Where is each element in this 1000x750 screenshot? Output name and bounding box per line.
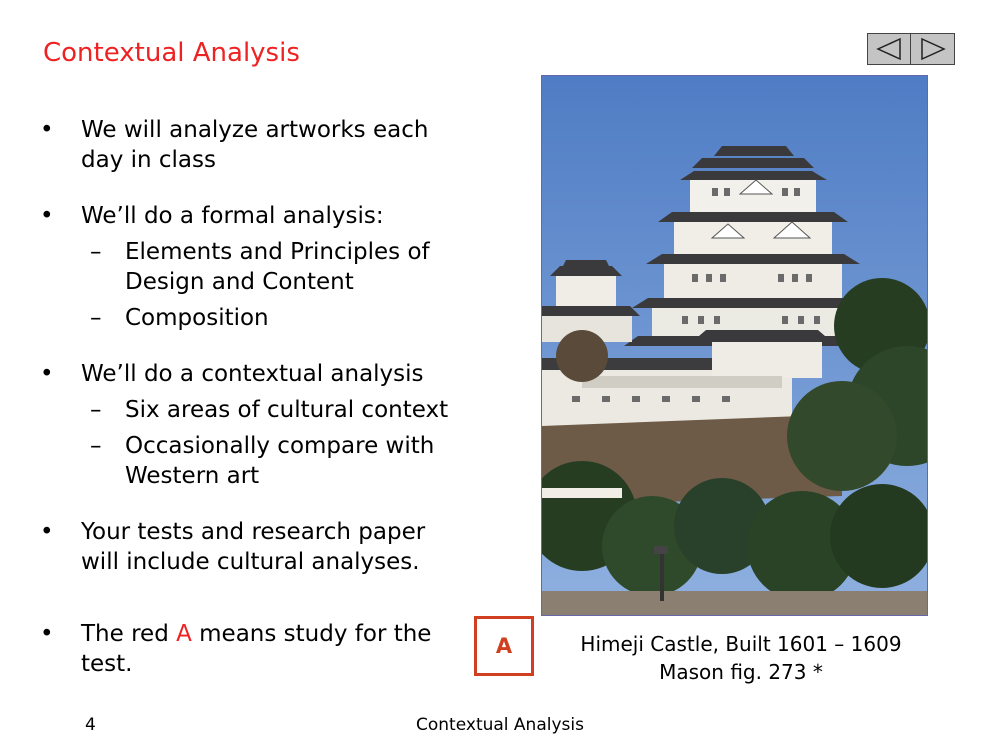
bullet-text-end: means study for the test. bbox=[81, 621, 432, 677]
bullet-text: We’ll do a contextual analysis bbox=[81, 361, 424, 387]
bullet-dot: • bbox=[40, 519, 54, 545]
sub-bullet-dash: – bbox=[90, 305, 102, 331]
bullet-item bbox=[40, 517, 470, 577]
castle-photo bbox=[541, 75, 928, 616]
sub-bullet-text: Six areas of cultural context bbox=[125, 397, 449, 423]
sub-bullet-dash: – bbox=[90, 433, 102, 459]
footer-title: Contextual Analysis bbox=[416, 715, 584, 735]
slide-navigation bbox=[867, 33, 957, 65]
slide-number: 4 bbox=[85, 715, 96, 735]
sub-bullet-dash: – bbox=[90, 397, 102, 423]
triangle-right-icon bbox=[918, 36, 948, 62]
himeji-castle-image bbox=[542, 76, 928, 616]
bullet-text-start: The red bbox=[81, 621, 177, 647]
sub-bullet-item bbox=[40, 303, 470, 333]
bullet-dot: • bbox=[40, 621, 54, 647]
image-caption bbox=[560, 630, 922, 686]
caption-title: Himeji Castle, Built 1601 – 1609 bbox=[580, 632, 902, 656]
bullet-list bbox=[40, 115, 470, 679]
bullet-dot: • bbox=[40, 117, 54, 143]
study-badge: A bbox=[474, 616, 534, 676]
bullet-dot: • bbox=[40, 203, 54, 229]
highlight-letter: A bbox=[176, 621, 192, 647]
next-slide-button[interactable] bbox=[911, 33, 955, 65]
sub-bullet-item bbox=[40, 431, 470, 491]
previous-slide-button[interactable] bbox=[867, 33, 911, 65]
bullet-item bbox=[40, 115, 470, 175]
bullet-text bbox=[81, 621, 431, 677]
sub-bullet-text: Elements and Principles of Design and Content bbox=[125, 239, 430, 295]
bullet-item bbox=[40, 619, 470, 679]
sub-bullet-item bbox=[40, 237, 470, 297]
sub-bullet-dash: – bbox=[90, 239, 102, 265]
caption-reference: Mason fig. 273 * bbox=[659, 660, 823, 684]
sub-bullet-text: Occasionally compare with Western art bbox=[125, 433, 435, 489]
bullet-text: We’ll do a formal analysis: bbox=[81, 203, 384, 229]
sub-bullet-text: Composition bbox=[125, 305, 269, 331]
bullet-text: We will analyze artworks each day in class bbox=[81, 117, 429, 173]
triangle-left-icon bbox=[874, 36, 904, 62]
slide-title: Contextual Analysis bbox=[43, 38, 300, 68]
bullet-item bbox=[40, 359, 470, 389]
bullet-dot: • bbox=[40, 361, 54, 387]
bullet-text: Your tests and research paper will include cultural analyses. bbox=[81, 519, 426, 575]
sub-bullet-item bbox=[40, 395, 470, 425]
bullet-item bbox=[40, 201, 470, 231]
